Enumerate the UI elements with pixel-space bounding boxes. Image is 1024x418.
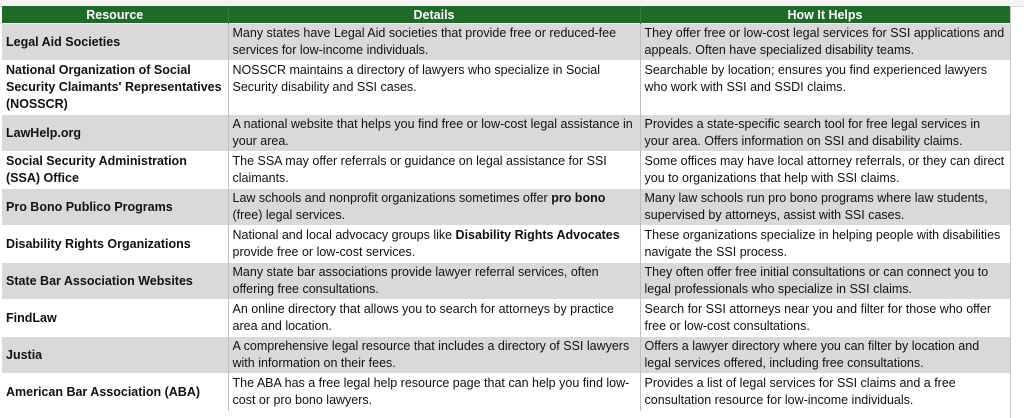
details-cell [228,24,640,61]
resource-cell: State Bar Association Websites [2,263,228,300]
text-run: provide free or low-cost services. [232,245,416,259]
text-run: An online directory that allows you to search for attorneys by practice area and location. [232,302,614,333]
text-run: A national website that helps you find free or low-cost legal assistance in your area. [232,117,633,148]
how-it-helps-cell: Searchable by location; ensures you find experienced lawyers who work with SSI and SSDI claims. [640,61,1010,115]
how-it-helps-cell: Provides a state-specific search tool for free legal services in your area. Offers information on SSI and disability claims. [640,115,1010,152]
table-row [2,61,1010,115]
how-it-helps-cell: They often offer free initial consultations or can connect you to legal professionals who specialize in SSI claims. [640,263,1010,300]
details-cell [228,263,640,300]
header-how-it-helps: How It Helps [640,6,1010,24]
next-column-gridline [1010,6,1024,418]
resource-cell: Legal Aid Societies [2,24,228,61]
resource-cell: Disability Rights Organizations [2,226,228,263]
text-run: The ABA has a free legal help resource page that can help you find low-cost or pro bono lawyers. [232,376,630,407]
text-run: Law schools and nonprofit organizations sometimes offer [232,191,552,205]
details-cell [228,189,640,226]
text-run: Many states have Legal Aid societies that provide free or reduced-fee services for low-income individuals. [232,26,617,57]
table-row [2,374,1010,411]
details-cell [228,300,640,337]
table-row [2,189,1010,226]
how-it-helps-cell: Offers a lawyer directory where you can filter by location and legal services offered, including free consultations. [640,337,1010,374]
details-cell [228,152,640,189]
resource-cell: Pro Bono Publico Programs [2,189,228,226]
bold-text: Disability Rights Advocates [455,228,620,242]
details-cell [228,226,640,263]
resource-cell: FindLaw [2,300,228,337]
text-run: A comprehensive legal resource that includes a directory of SSI lawyers with information on their fees. [232,339,630,370]
text-run: The SSA may offer referrals or guidance on legal assistance for SSI claimants. [232,154,607,185]
header-details: Details [228,6,640,24]
resource-cell: National Organization of Social Security Claimants' Representatives (NOSSCR) [2,61,228,115]
how-it-helps-cell: Provides a list of legal services for SSI claims and a free consultation resource for low-income individuals. [640,374,1010,411]
resource-cell: American Bar Association (ABA) [2,374,228,411]
bold-text: pro bono [551,191,606,205]
text-run: National and local advocacy groups like [232,228,456,242]
how-it-helps-cell: Many law schools run pro bono programs where law students, supervised by attorneys, assist with SSI cases. [640,189,1010,226]
table-row [2,24,1010,61]
table-row [2,337,1010,374]
header-row [2,6,1010,24]
table-row [2,226,1010,263]
how-it-helps-cell: These organizations specialize in helping people with disabilities navigate the SSI process. [640,226,1010,263]
table-row [2,115,1010,152]
table-row [2,300,1010,337]
how-it-helps-cell: Some offices may have local attorney referrals, or they can direct you to organizations that help with SSI claims. [640,152,1010,189]
resource-cell: LawHelp.org [2,115,228,152]
how-it-helps-cell: Search for SSI attorneys near you and filter for those who offer free or low-cost consultations. [640,300,1010,337]
resource-cell: Social Security Administration (SSA) Office [2,152,228,189]
legal-resources-table [2,6,1011,411]
details-cell [228,115,640,152]
text-run: NOSSCR maintains a directory of lawyers who specialize in Social Security disability and SSI cases. [232,63,601,94]
text-run: Many state bar associations provide lawyer referral services, often offering free consultations. [232,265,599,296]
how-it-helps-cell: They offer free or low-cost legal services for SSI applications and appeals. Often have specialized disability teams. [640,24,1010,61]
text-run: (free) legal services. [232,208,346,222]
details-cell [228,374,640,411]
table-row [2,152,1010,189]
header-resource: Resource [2,6,228,24]
resource-cell: Justia [2,337,228,374]
details-cell [228,337,640,374]
table-row [2,263,1010,300]
details-cell [228,61,640,115]
